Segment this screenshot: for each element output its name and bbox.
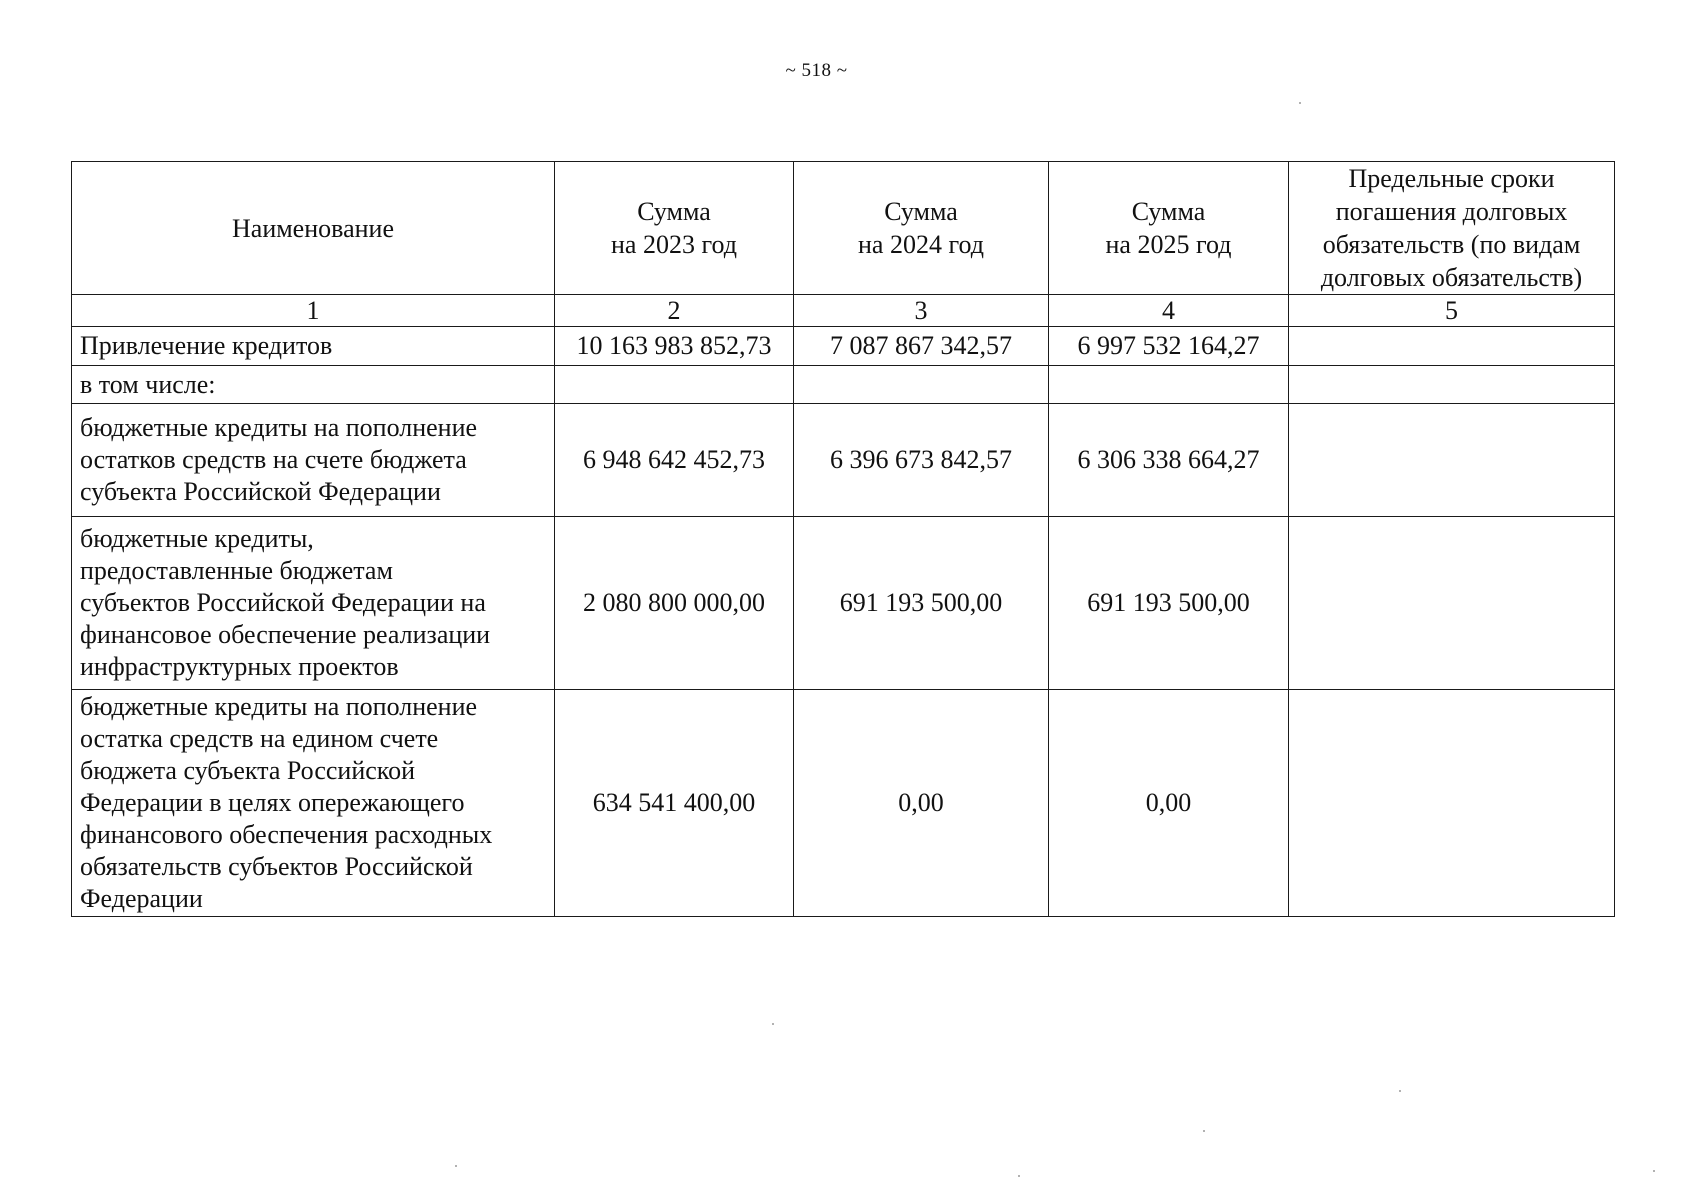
row-name-line: инфраструктурных проектов [80,652,399,681]
scan-speck [1018,1175,1020,1177]
row-name-line: финансовое обеспечение реализации [80,620,491,649]
row-name-line: остатка средств на едином счете [80,724,439,753]
row-terms [1289,327,1615,366]
row-terms [1289,690,1615,917]
row-sum-2024: 691 193 500,00 [794,517,1049,690]
scan-speck [1399,1090,1401,1092]
header-sum-2025 [1049,162,1289,295]
row-name: Привлечение кредитов [72,327,555,366]
header-sum-2025-line-1: Сумма [1131,197,1206,226]
column-number-2: 2 [555,295,794,327]
header-sum-2023-line-1: Сумма [637,197,711,226]
row-name [72,690,555,917]
row-sum-2023: 2 080 800 000,00 [555,517,794,690]
header-sum-2024 [794,162,1049,295]
row-name [72,517,555,690]
row-name-line: предоставленные бюджетам [80,556,393,585]
column-number-4: 4 [1049,295,1289,327]
row-sum-2025: 691 193 500,00 [1049,517,1289,690]
borrowing-table [71,161,1615,917]
row-name-line: бюджетные кредиты, [80,524,314,553]
header-terms-line-1: Предельные сроки [1348,164,1555,193]
scan-speck [1203,1130,1205,1132]
header-sum-2025-line-2: на 2025 год [1105,230,1232,259]
row-name: в том числе: [72,366,555,404]
row-sum-2023: 634 541 400,00 [555,690,794,917]
row-sum-2023: 6 948 642 452,73 [555,404,794,517]
row-name-line: обязательств субъектов Российской [80,852,473,881]
row-name-line: Федерации в целях опережающего [80,788,465,817]
header-terms-line-3: обязательств (по видам [1322,230,1581,259]
header-sum-2024-line-2: на 2024 год [858,230,984,259]
column-number-1: 1 [72,295,555,327]
row-name-line: Федерации [80,884,203,913]
row-sum-2025: 0,00 [1049,690,1289,917]
column-number-5: 5 [1289,295,1615,327]
row-name-line: бюджета субъекта Российской [80,756,416,785]
row-name-line: финансового обеспечения расходных [80,820,493,849]
row-sum-2024 [794,366,1049,404]
row-name [72,404,555,517]
scan-speck [772,1023,774,1025]
header-sum-2024-line-1: Сумма [884,197,958,226]
header-terms-line-2: погашения долговых [1335,197,1568,226]
scan-speck [1653,1170,1655,1172]
header-terms-line-4: долговых обязательств) [1320,263,1583,292]
row-sum-2025: 6 306 338 664,27 [1049,404,1289,517]
table-row [72,327,1615,366]
header-sum-2023-line-2: на 2023 год [611,230,737,259]
row-name-line: субъекта Российской Федерации [80,477,441,506]
row-terms [1289,517,1615,690]
row-sum-2024: 6 396 673 842,57 [794,404,1049,517]
row-name-line: остатков средств на счете бюджета [80,445,467,474]
header-terms [1289,162,1615,295]
row-sum-2025: 6 997 532 164,27 [1049,327,1289,366]
row-name-line: субъектов Российской Федерации на [80,588,486,617]
table-row [72,404,1615,517]
row-sum-2023 [555,366,794,404]
page-number: ~ 518 ~ [785,60,848,81]
table-row [72,517,1615,690]
row-name-line: бюджетные кредиты на пополнение [80,692,478,721]
scan-speck [455,1165,457,1167]
row-sum-2023: 10 163 983 852,73 [555,327,794,366]
table-header-row [72,162,1615,295]
row-sum-2024: 7 087 867 342,57 [794,327,1049,366]
column-number-3: 3 [794,295,1049,327]
header-sum-2023 [555,162,794,295]
header-name: Наименование [72,162,555,295]
row-sum-2024: 0,00 [794,690,1049,917]
row-sum-2025 [1049,366,1289,404]
row-name-line: бюджетные кредиты на пополнение [80,413,478,442]
row-terms [1289,366,1615,404]
table-row [72,690,1615,917]
row-terms [1289,404,1615,517]
scan-speck [1299,102,1301,104]
column-number-row [72,295,1615,327]
table-row [72,366,1615,404]
